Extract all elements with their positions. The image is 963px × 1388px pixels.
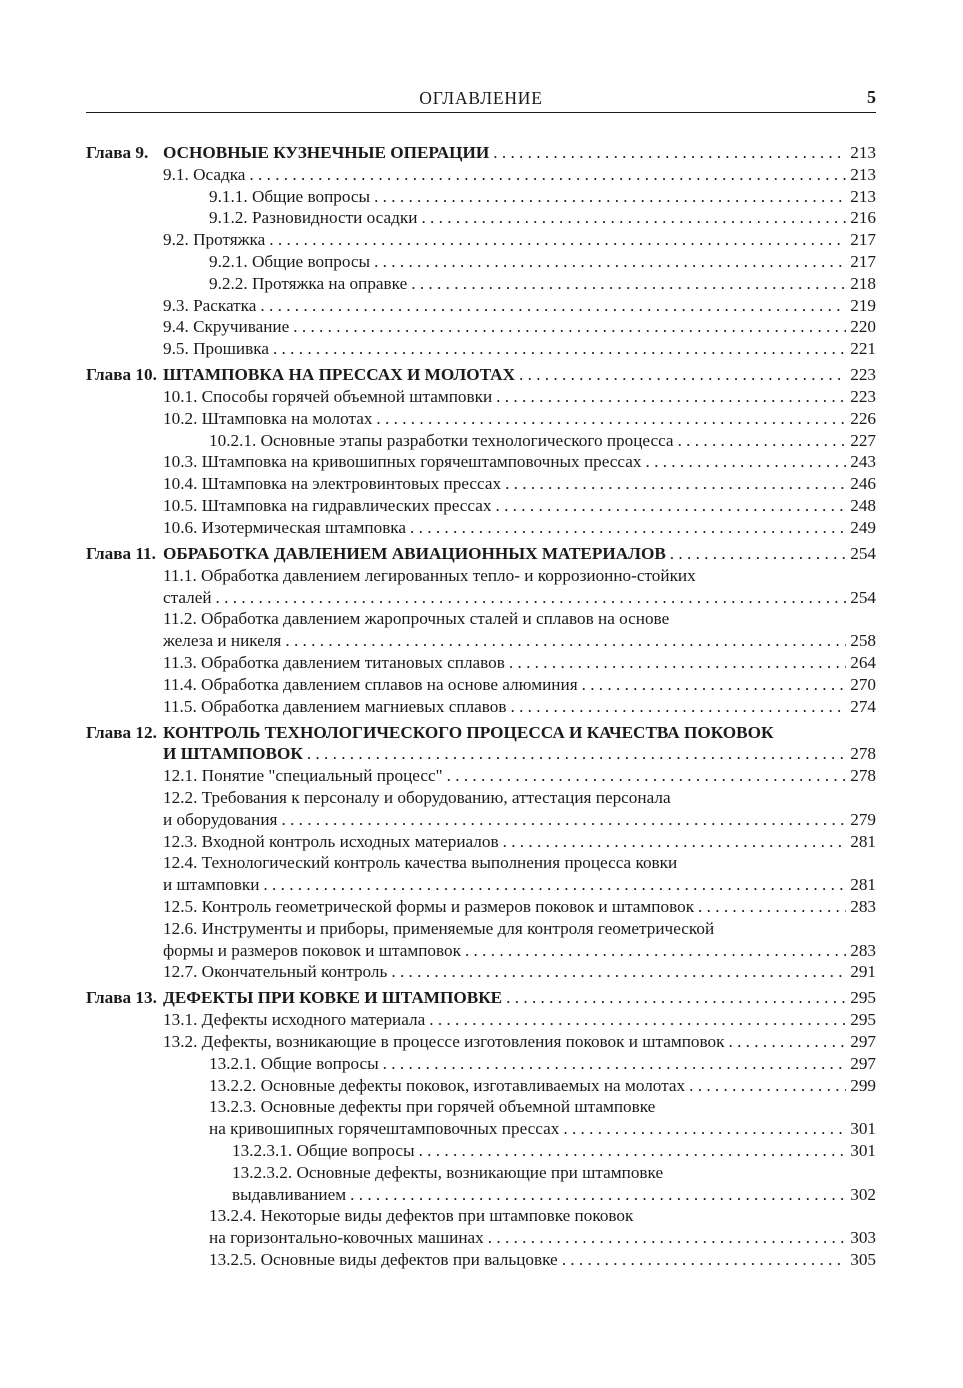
toc-chapter-13[interactable]	[86, 987, 876, 1009]
toc-entry[interactable]	[86, 1009, 876, 1031]
chapter-title-line-1: КОНТРОЛЬ ТЕХНОЛОГИЧЕСКОГО ПРОЦЕССА И КАЧЕСТВА ПОКОВОК	[163, 722, 774, 742]
dot-leader	[293, 316, 846, 338]
entry-page: 281	[850, 831, 876, 851]
entry-page: 221	[850, 339, 876, 359]
toc-entry[interactable]	[86, 1053, 876, 1075]
entry-page: 281	[850, 875, 876, 895]
entry-title-line-1: 11.1. Обработка давлением легированных тепло- и коррозионно-стойких	[163, 565, 696, 585]
chapter-page: 213	[850, 143, 876, 162]
toc-entry[interactable]	[86, 1096, 876, 1140]
entry-page: 279	[850, 809, 876, 829]
dot-leader	[273, 338, 846, 360]
toc-entry[interactable]	[86, 164, 876, 186]
entry-title: 9.1.2. Разновидности осадки	[209, 208, 418, 228]
toc-entry[interactable]	[86, 1031, 876, 1053]
toc-entry[interactable]	[86, 765, 876, 787]
entry-page: 295	[850, 1010, 876, 1030]
entry-title: 10.2. Штамповка на молотах	[163, 408, 373, 428]
entry-page: 213	[850, 164, 876, 184]
entry-page: 299	[850, 1075, 876, 1095]
dot-leader	[678, 430, 847, 452]
entry-title-line-1: 13.2.3. Основные дефекты при горячей объемной штамповке	[209, 1097, 656, 1117]
toc-entry[interactable]	[86, 338, 876, 360]
entry-title-line-2: сталей	[163, 587, 212, 607]
toc-entry[interactable]	[86, 918, 876, 962]
dot-leader	[493, 142, 846, 164]
toc-entry[interactable]	[86, 473, 876, 495]
dot-leader	[269, 229, 846, 251]
dot-leader	[411, 273, 846, 295]
dot-leader	[503, 831, 847, 853]
entry-title: 9.2. Протяжка	[163, 230, 266, 250]
entry-title: 11.4. Обработка давлением сплавов на основе алюминия	[163, 674, 578, 694]
page-number: 5	[867, 87, 876, 107]
dot-leader	[410, 517, 846, 539]
entry-title: 13.2.3.1. Общие вопросы	[232, 1141, 415, 1161]
entry-title: 12.5. Контроль геометрической формы и размеров поковок и штамповок	[163, 896, 695, 916]
entry-title-line-2: на горизонтально-ковочных машинах	[209, 1228, 484, 1248]
toc-entry[interactable]	[86, 495, 876, 517]
toc-chapter-11[interactable]	[86, 543, 876, 565]
toc-entry[interactable]	[86, 1249, 876, 1271]
dot-leader	[374, 251, 846, 273]
chapter-page: 254	[850, 543, 876, 563]
dot-leader	[391, 961, 846, 983]
entry-page: 243	[850, 452, 876, 472]
entry-title: 12.3. Входной контроль исходных материалов	[163, 831, 499, 851]
entry-title-line-2: и оборудования	[163, 809, 278, 829]
toc-entry[interactable]	[86, 186, 876, 208]
entry-page: 216	[850, 208, 876, 228]
dot-leader	[689, 1075, 846, 1097]
chapter-label: Глава 13.	[86, 988, 157, 1008]
entry-page: 297	[850, 1053, 876, 1073]
entry-title-line-2: и штамповки	[163, 875, 260, 895]
running-header	[86, 84, 876, 113]
toc-entry[interactable]	[86, 386, 876, 408]
entry-title: 11.5. Обработка давлением магниевых сплавов	[163, 696, 507, 716]
entry-page: 270	[850, 674, 876, 694]
toc-entry[interactable]	[86, 251, 876, 273]
chapter-label: Глава 10.	[86, 365, 157, 385]
header-title: ОГЛАВЛЕНИЕ	[419, 88, 543, 108]
dot-leader	[374, 186, 846, 208]
entry-page: 213	[850, 186, 876, 206]
toc-entry[interactable]	[86, 430, 876, 452]
toc-entry[interactable]	[86, 1205, 876, 1249]
dot-leader	[698, 896, 846, 918]
dot-leader	[260, 295, 846, 317]
entry-page: 301	[850, 1141, 876, 1161]
dot-leader	[465, 940, 846, 962]
toc-entry[interactable]	[86, 787, 876, 831]
entry-title: 10.6. Изотермическая штамповка	[163, 517, 407, 537]
entry-title: 13.2. Дефекты, возникающие в процессе изготовления поковок и штамповок	[163, 1032, 725, 1052]
chapter-page: 295	[850, 988, 876, 1008]
toc-entry[interactable]	[86, 229, 876, 251]
dot-leader	[670, 543, 846, 565]
entry-page: 254	[850, 587, 876, 607]
entry-page: 302	[850, 1184, 876, 1204]
table-of-contents	[86, 142, 876, 1271]
entry-title: 9.2.1. Общие вопросы	[209, 251, 371, 271]
dot-leader	[509, 652, 846, 674]
entry-title: 9.4. Скручивание	[163, 317, 290, 337]
entry-title: 9.3. Раскатка	[163, 295, 257, 315]
toc-entry[interactable]	[86, 1162, 876, 1206]
entry-page: 283	[850, 896, 876, 916]
entry-page: 217	[850, 251, 876, 271]
dot-leader	[447, 765, 847, 787]
dot-leader	[495, 495, 846, 517]
entry-title-line-2: на кривошипных горячештамповочных прессах	[209, 1119, 560, 1139]
entry-page: 283	[850, 940, 876, 960]
chapter-label: Глава 9.	[86, 143, 149, 162]
entry-page: 248	[850, 496, 876, 516]
toc-entry[interactable]	[86, 408, 876, 430]
dot-leader	[505, 473, 846, 495]
toc-chapter-9[interactable]	[86, 142, 876, 164]
dot-leader	[519, 364, 846, 386]
dot-leader	[285, 630, 846, 652]
book-page	[86, 84, 876, 1270]
entry-page: 220	[850, 317, 876, 337]
chapter-title: ОБРАБОТКА ДАВЛЕНИЕМ АВИАЦИОННЫХ МАТЕРИАЛОВ	[163, 543, 666, 563]
dot-leader	[376, 408, 846, 430]
chapter-page: 278	[850, 744, 876, 764]
entry-title: 13.2.1. Общие вопросы	[209, 1053, 379, 1073]
entry-title-line-1: 12.4. Технологический контроль качества выполнения процесса ковки	[163, 853, 678, 873]
toc-entry[interactable]	[86, 565, 876, 609]
dot-leader	[249, 164, 846, 186]
dot-leader	[429, 1009, 846, 1031]
dot-leader	[383, 1053, 847, 1075]
dot-leader	[582, 674, 847, 696]
toc-chapter-10[interactable]	[86, 364, 876, 386]
entry-page: 305	[850, 1250, 876, 1270]
chapter-label: Глава 12.	[86, 722, 157, 742]
entry-page: 223	[850, 387, 876, 407]
entry-title-line-1: 11.2. Обработка давлением жаропрочных сталей и сплавов на основе	[163, 609, 670, 629]
entry-page: 297	[850, 1032, 876, 1052]
entry-page: 246	[850, 474, 876, 494]
toc-entry[interactable]	[86, 1140, 876, 1162]
toc-entry[interactable]	[86, 273, 876, 295]
entry-title: 10.3. Штамповка на кривошипных горячештамповочных прессах	[163, 452, 642, 472]
toc-entry[interactable]	[86, 517, 876, 539]
entry-title-line-1: 12.2. Требования к персоналу и оборудованию, аттестация персонала	[163, 788, 671, 807]
dot-leader	[510, 696, 846, 718]
entry-title-line-1: 12.6. Инструменты и приборы, применяемые для контроля геометрической	[163, 918, 715, 938]
entry-title-line-2: выдавливанием	[232, 1184, 347, 1204]
entry-title: 13.1. Дефекты исходного материала	[163, 1010, 426, 1030]
toc-entry[interactable]	[86, 207, 876, 229]
entry-title: 11.3. Обработка давлением титановых сплавов	[163, 652, 505, 672]
entry-title: 10.1. Способы горячей объемной штамповки	[163, 387, 493, 407]
entry-page: 218	[850, 273, 876, 293]
toc-entry[interactable]	[86, 674, 876, 696]
chapter-label: Глава 11.	[86, 543, 156, 563]
entry-title-line-1: 13.2.4. Некоторые виды дефектов при штамповке поковок	[209, 1206, 634, 1226]
entry-title: 10.4. Штамповка на электровинтовых прессах	[163, 474, 502, 494]
dot-leader	[562, 1249, 847, 1271]
toc-entry[interactable]	[86, 852, 876, 896]
dot-leader	[216, 587, 847, 609]
dot-leader	[563, 1118, 846, 1140]
entry-page: 219	[850, 295, 876, 315]
dot-leader	[281, 809, 846, 831]
entry-title: 12.7. Окончательный контроль	[163, 962, 388, 982]
entry-page: 227	[850, 430, 876, 450]
entry-title: 9.5. Прошивка	[163, 339, 269, 359]
entry-title-line-1: 13.2.3.2. Основные дефекты, возникающие при штамповке	[232, 1162, 664, 1182]
toc-entry[interactable]	[86, 451, 876, 473]
entry-title: 10.5. Штамповка на гидравлических прессах	[163, 496, 492, 516]
entry-title-line-2: железа и никеля	[163, 631, 282, 651]
entry-page: 264	[850, 652, 876, 672]
chapter-title-line-2: И ШТАМПОВОК	[163, 744, 303, 764]
entry-title: 13.2.2. Основные дефекты поковок, изготавливаемых на молотах	[209, 1075, 686, 1095]
dot-leader	[646, 451, 847, 473]
chapter-title: ОСНОВНЫЕ КУЗНЕЧНЫЕ ОПЕРАЦИИ	[163, 143, 490, 162]
toc-entry[interactable]	[86, 961, 876, 983]
chapter-title: ДЕФЕКТЫ ПРИ КОВКЕ И ШТАМПОВКЕ	[163, 988, 503, 1008]
entry-page: 249	[850, 517, 876, 537]
entry-title: 9.2.2. Протяжка на оправке	[209, 273, 408, 293]
dot-leader	[263, 874, 846, 896]
entry-title-line-2: формы и размеров поковок и штамповок	[163, 940, 461, 960]
dot-leader	[496, 386, 846, 408]
toc-entry[interactable]	[86, 831, 876, 853]
dot-leader	[419, 1140, 847, 1162]
dot-leader	[728, 1031, 846, 1053]
toc-entry[interactable]	[86, 1075, 876, 1097]
entry-page: 291	[850, 962, 876, 982]
toc-entry[interactable]	[86, 896, 876, 918]
dot-leader	[488, 1227, 846, 1249]
entry-page: 303	[850, 1228, 876, 1248]
toc-entry[interactable]	[86, 608, 876, 652]
dot-leader	[350, 1184, 846, 1206]
entry-page: 278	[850, 766, 876, 786]
entry-title: 13.2.5. Основные виды дефектов при вальцовке	[209, 1250, 558, 1270]
toc-chapter-12[interactable]	[86, 722, 876, 766]
toc-entry[interactable]	[86, 316, 876, 338]
entry-title: 12.1. Понятие "специальный процесс"	[163, 766, 443, 786]
chapter-page: 223	[850, 365, 876, 385]
entry-title: 9.1. Осадка	[163, 164, 246, 184]
dot-leader	[506, 987, 846, 1009]
entry-page: 258	[850, 631, 876, 651]
dot-leader	[307, 743, 846, 765]
entry-page: 274	[850, 696, 876, 716]
entry-title: 10.2.1. Основные этапы разработки технологического процесса	[209, 430, 674, 450]
toc-entry[interactable]	[86, 295, 876, 317]
chapter-title: ШТАМПОВКА НА ПРЕССАХ И МОЛОТАХ	[163, 365, 515, 385]
toc-entry[interactable]	[86, 652, 876, 674]
entry-page: 226	[850, 408, 876, 428]
entry-title: 9.1.1. Общие вопросы	[209, 186, 371, 206]
entry-page: 217	[850, 230, 876, 250]
dot-leader	[421, 207, 846, 229]
toc-entry[interactable]	[86, 696, 876, 718]
entry-page: 301	[850, 1119, 876, 1139]
